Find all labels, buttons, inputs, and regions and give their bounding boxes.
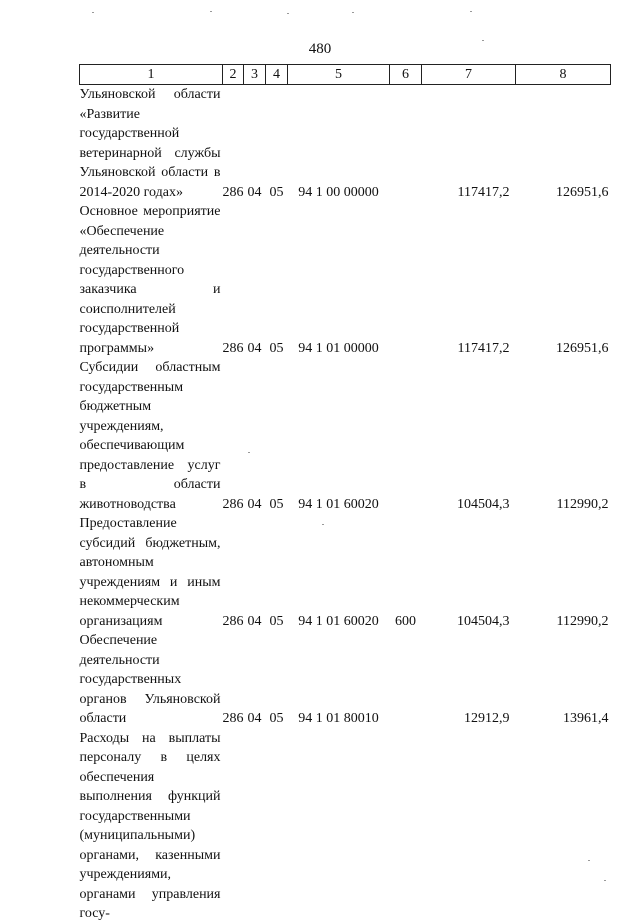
cell-col4: 05 [269,496,284,512]
cell-col3: 04 [247,711,262,726]
cell-col6 [390,631,422,729]
cell-col5: 94 1 01 80010 [298,711,379,726]
cell-col8: 112990,2 [556,613,609,629]
cell-col4: 05 [269,613,284,629]
cell-col3: 04 [247,496,262,512]
budget-table [79,64,611,924]
cell-col4 [266,729,288,924]
table-row [80,202,611,358]
column-header: 2 [223,65,244,85]
column-header: 1 [80,65,223,85]
column-header: 4 [266,65,288,85]
cell-col2: 286 [222,496,244,512]
cell-col2: 286 [222,184,244,200]
cell-col8: 13961,4 [563,711,609,726]
cell-col6 [390,85,422,203]
cell-col4: 05 [269,711,284,726]
table-row [80,631,611,729]
cell-col8: 126951,6 [556,340,609,356]
cell-col6 [390,202,422,358]
cell-col7: 104504,3 [457,613,510,629]
table-row [80,358,611,514]
row-description: Основное мероприятие «Обеспечение деятельности государственного заказчика и соисполнителей государственной программы» [79,204,221,356]
cell-col7: 117417,2 [457,340,510,356]
cell-col8 [516,729,611,924]
cell-col5: 94 1 01 60020 [298,496,379,512]
cell-col4: 05 [269,340,284,356]
column-header: 7 [422,65,516,85]
row-description: Субсидии областным государственным бюджетным учреждениям, обеспечивающим предоставление услуг в области животноводства [79,360,221,512]
cell-col7: 12912,9 [464,711,510,726]
row-description: Расходы на выплаты персоналу в целях обеспечения выполнения функций государственными (муниципальными) органами, казенными учреждениями, органами управления госу- [79,730,221,921]
table-row [80,729,611,924]
row-description: Ульяновской области «Развитие государственной ветеринарной службы Ульяновской области в 2014-2020 годах» [79,87,221,200]
cell-col5: 94 1 01 00000 [298,340,379,356]
column-header: 3 [244,65,266,85]
cell-col7: 104504,3 [457,496,510,512]
cell-col7 [422,729,516,924]
cell-col2 [223,729,244,924]
cell-col3: 04 [247,613,262,629]
cell-col2: 286 [222,613,244,629]
cell-col6 [390,358,422,514]
cell-col4: 05 [269,184,284,200]
cell-col8: 126951,6 [556,184,609,200]
cell-col7: 117417,2 [457,184,510,200]
column-header: 6 [390,65,422,85]
column-header: 8 [516,65,611,85]
cell-col5: 94 1 01 60020 [298,613,379,629]
cell-col6: 600 [395,613,416,629]
cell-col3: 04 [247,184,262,200]
cell-col3: 04 [247,340,262,356]
column-header: 5 [288,65,390,85]
table-row [80,85,611,203]
cell-col3 [244,729,266,924]
cell-col5 [288,729,390,924]
row-description: Предоставление субсидий бюджетным, автономным учреждениям и иным некоммерческим организациям [79,516,221,629]
row-description: Обеспечение деятельности государственных органов Ульяновской области [79,633,221,726]
cell-col5: 94 1 00 00000 [298,184,379,200]
table-header-row [80,65,611,85]
cell-col2: 286 [222,340,244,356]
table-row [80,514,611,631]
page-number: 480 [308,41,332,57]
cell-col2: 286 [222,711,244,726]
cell-col8: 112990,2 [556,496,609,512]
cell-col6 [390,729,422,924]
